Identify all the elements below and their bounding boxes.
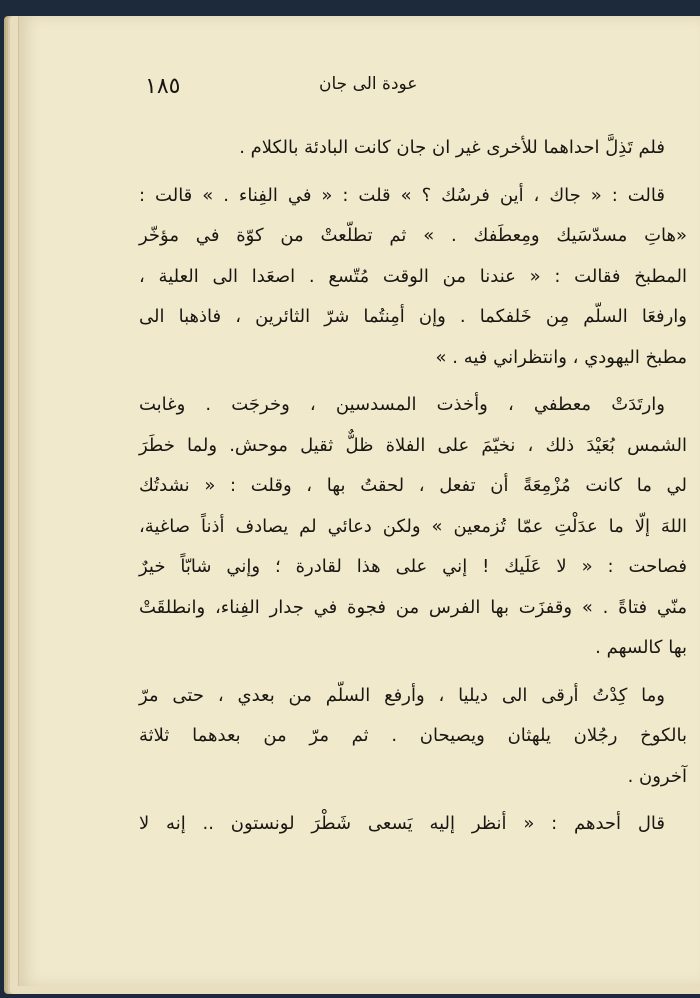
running-title: عودة الى جان <box>319 74 418 94</box>
text-line: الشمس بُعَيْدَ ذلك ، نخيّمَ على الفلاة ظلٌّ ثقيل موحش. ولما خطَرَ <box>139 434 687 456</box>
text-line: «هاتِ مسدّسَيك ومِعطَفك . » ثم تطلّعتْ من كوّة في مؤخّر <box>139 225 687 246</box>
text-line: اللهَ إلّا ما عدَلْتِ عمّا تُزمعين » ولكن دعائي لم يصادف أذناً صاغية، <box>139 515 687 537</box>
text-line: فلم تَذِلَّ احداهما للأخرى غير ان جان كانت البادئة بالكلام . <box>239 137 665 158</box>
page-header <box>19 74 700 114</box>
text-line: آخرون . <box>627 765 687 787</box>
text-line: قال أحدهم : « أنظر إليه يَسعى شَطْرَ لونستون .. إنه لا <box>139 813 665 834</box>
text-line: وارفعَا السلّم مِن خَلفكما . وإن أمِنتُما شرّ الثائرين ، فاذهبا الى <box>139 306 687 327</box>
text-line: بها كالسهم . <box>595 637 687 658</box>
text-line: وارتَدَتْ معطفي ، وأخذت المسدسين ، وخرجَت . وغابت <box>139 394 665 415</box>
page-number: ١٨٥ <box>145 74 181 99</box>
text-line: مطبخ اليهودي ، وانتظراني فيه . » <box>435 346 687 368</box>
text-line: المطبخ فقالت : « عندنا من الوقت مُتّسع . اصعَدا الى العلية ، <box>139 265 687 287</box>
text-line: قالت : « جاك ، أين فرسُك ؟ » قلت : « في الفِناء . » قالت : <box>139 184 665 206</box>
text-line: بالكوخ رجُلان يلهثان ويصيحان . ثم مرّ من بعدهما ثلاثة <box>139 725 687 746</box>
book-page <box>18 16 700 986</box>
text-line: منّي فتاةً . » وقفزَت بها الفرس من فجوة في جدار الفِناء، وانطلقَتْ <box>139 596 687 618</box>
body-text <box>139 128 687 845</box>
text-line: لي ما كانت مُزْمِعَةً أن تفعل ، لحقتُ بها ، وقلت : « نشدتُك <box>139 475 687 496</box>
text-line: فصاحت : « لا عَلَيك ! إني على هذا لقادرة ؛ وإني شابّاً خيرٌ <box>139 556 687 577</box>
text-line: وما كِدْتُ أرقى الى ديليا ، وأرفع السلّم من بعدي ، حتى مرّ <box>139 684 665 706</box>
